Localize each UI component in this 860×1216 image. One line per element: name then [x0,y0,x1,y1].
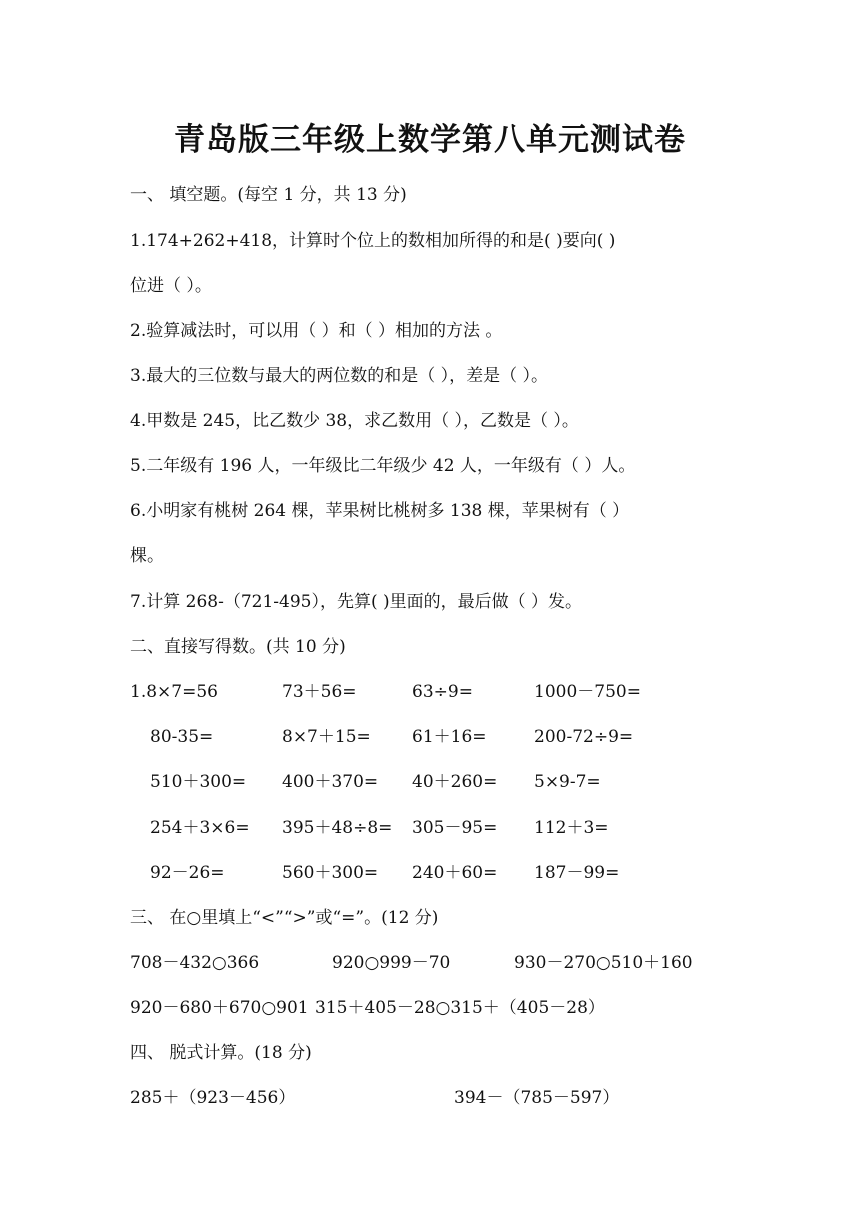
question-7: 7.计算 268-（721-495），先算( )里面的，最后做（ ）发。 [130,592,583,612]
compare-item: 315＋405－28○315＋（405－28） [315,998,605,1018]
calc-item: 1.8×7=56 [130,682,218,702]
section1-heading: 一、 填空题。(每空 1 分，共 13 分) [130,185,407,205]
question-4: 4.甲数是 245，比乙数少 38，求乙数用（ ），乙数是（ ）。 [130,411,579,431]
compare-item: 708－432○366 [130,953,260,973]
calc-item: 187－99= [534,863,620,883]
question-6-line-1: 6.小明家有桃树 264 棵，苹果树比桃树多 138 棵，苹果树有（ ） [130,501,630,521]
compare-item: 930－270○510＋160 [514,953,693,973]
question-1-line-2: 位进（ ）。 [130,276,212,296]
section2-heading: 二、直接写得数。(共 10 分) [130,637,346,657]
calc-item: 61＋16= [412,727,487,747]
compare-item: 920○999－70 [332,953,451,973]
calc-item: 395＋48÷8= [282,818,393,838]
question-5: 5.二年级有 196 人，一年级比二年级少 42 人，一年级有（ ）人。 [130,456,636,476]
calc-item: 400＋370= [282,772,379,792]
section3-heading: 三、 在○里填上“<”“>”或“=”。(12 分) [130,908,439,928]
calc-item: 560＋300= [282,863,379,883]
calc-item: 112＋3= [534,818,609,838]
question-1-line-1: 1.174+262+418，计算时个位上的数相加所得的和是( )要向( ) [130,231,616,251]
calc-item: 8×7＋15= [282,727,371,747]
calc-problem: 394－（785－597） [454,1088,620,1108]
calc-item: 40＋260= [412,772,498,792]
calc-item: 254＋3×6= [150,818,250,838]
calc-item: 5×9-7= [534,772,601,792]
question-6-line-2: 棵。 [130,546,164,566]
calc-item: 92－26= [150,863,225,883]
calc-item: 240＋60= [412,863,498,883]
calc-item: 200-72÷9= [534,727,634,747]
page-title: 青岛版三年级上数学第八单元测试卷 [174,122,686,158]
calc-item: 63÷9= [412,682,473,702]
compare-item: 920－680＋670○901 [130,998,309,1018]
calc-problem: 285＋（923－456） [130,1088,296,1108]
section4-heading: 四、 脱式计算。(18 分) [130,1043,312,1063]
calc-item: 73＋56= [282,682,357,702]
calc-item: 80-35= [150,727,214,747]
question-2: 2.验算减法时，可以用（ ）和（ ）相加的方法 。 [130,321,503,341]
calc-item: 510＋300= [150,772,247,792]
question-3: 3.最大的三位数与最大的两位数的和是（ ），差是（ ）。 [130,366,549,386]
calc-item: 1000－750= [534,682,641,702]
calc-item: 305－95= [412,818,498,838]
